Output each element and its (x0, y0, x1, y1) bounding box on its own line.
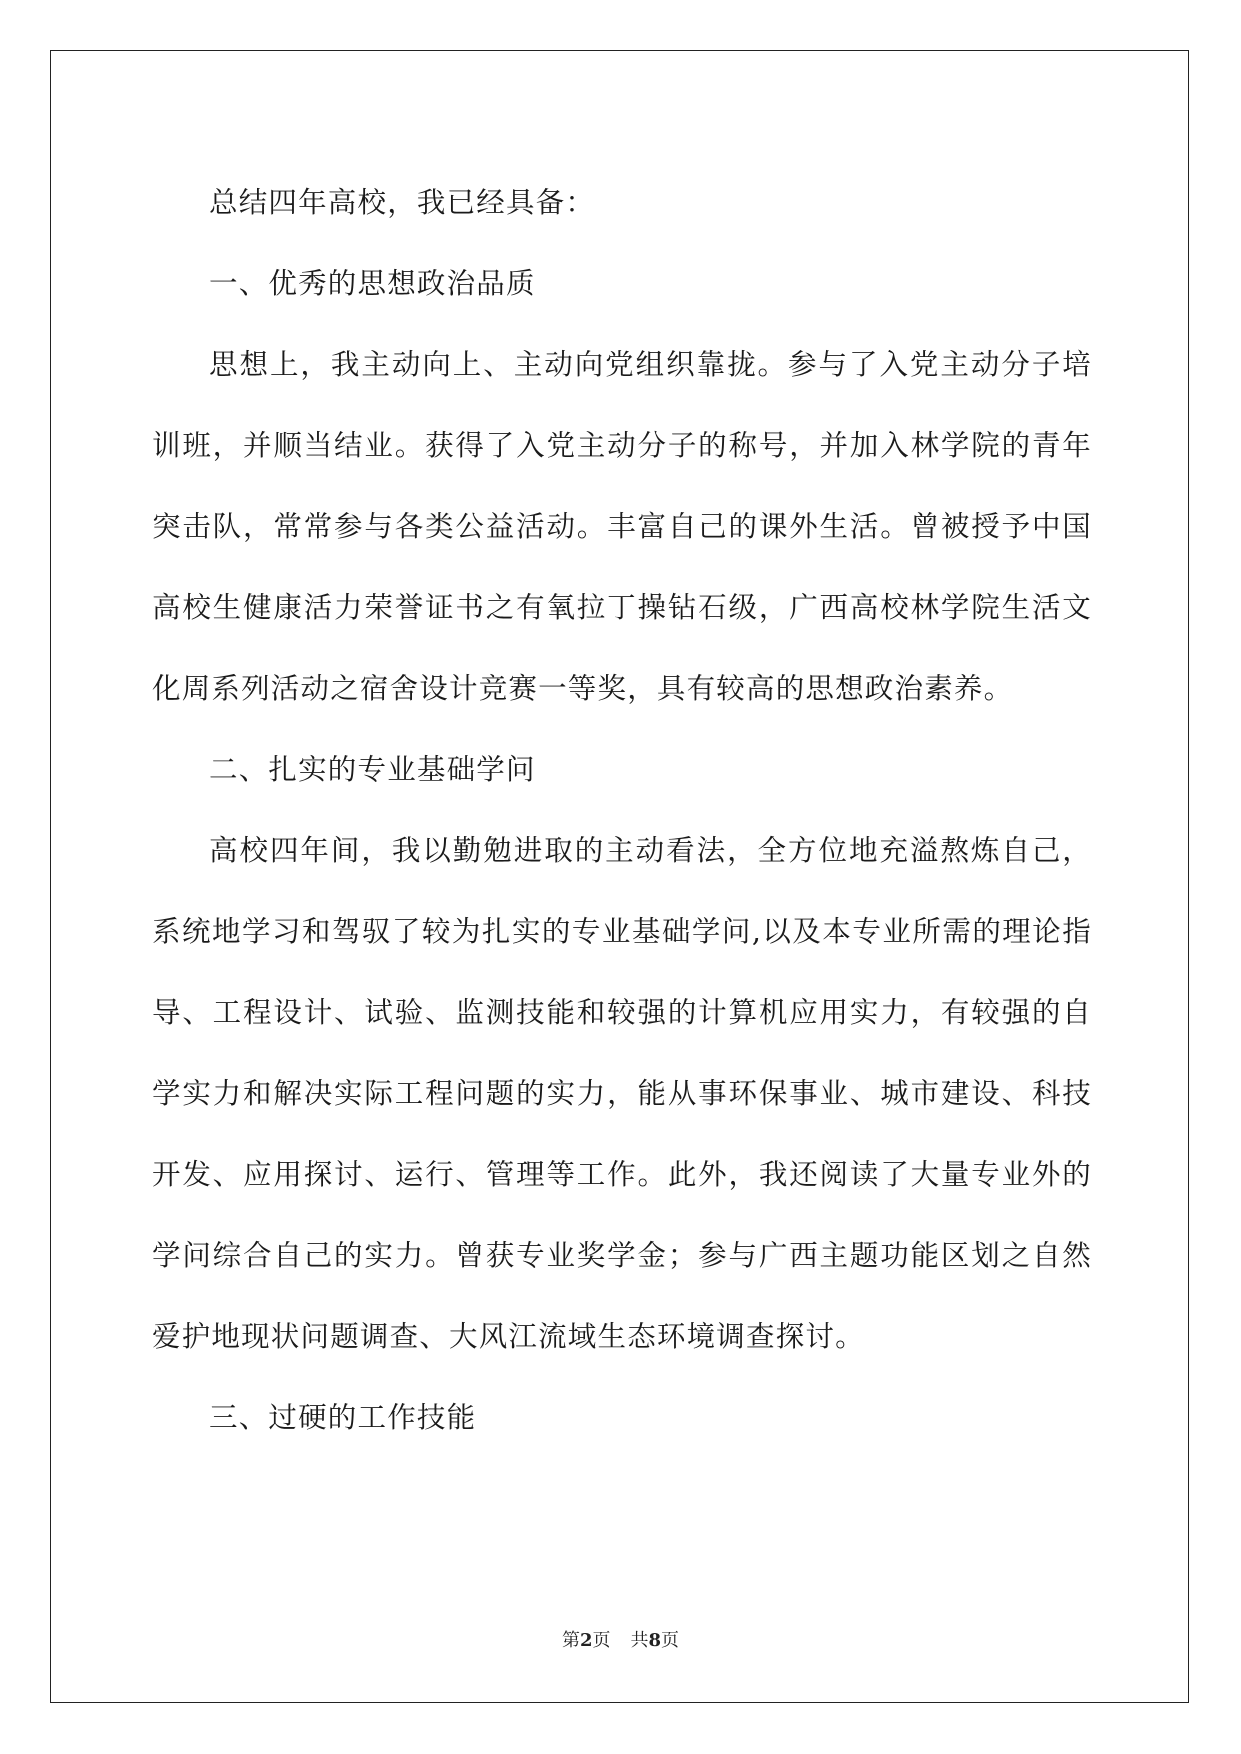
page-number-suffix: 页 (592, 1630, 611, 1651)
page-total-prefix: 共 (630, 1630, 649, 1651)
section-1-paragraph: 思想上，我主动向上、主动向党组织靠拢。参与了入党主动分子培训班，并顺当结业。获得了入党主动分子的称号，并加入林学院的青年突击队，常常参与各类公益活动。丰富自己的课外生活。曾被授予中国高校生健康活力荣誉证书之有氧拉丁操钻石级，广西高校林学院生活文化周系列活动之宿舍设计竞赛一等奖，具有较高的思想政治素养。 (152, 348, 1092, 705)
section-heading-1: 一、优秀的思想政治品质 (209, 267, 536, 300)
intro-paragraph: 总结四年高校，我已经具备： (209, 186, 596, 219)
page-number-total: 8 (648, 1630, 662, 1651)
document-body (152, 162, 1092, 1458)
page-number-prefix: 第 (561, 1630, 580, 1651)
section-heading-3: 三、过硬的工作技能 (209, 1401, 477, 1434)
section-2-paragraph: 高校四年间，我以勤勉进取的主动看法，全方位地充溢熬炼自己，系统地学习和驾驭了较为扎实的专业基础学问,以及本专业所需的理论指导、工程设计、试验、监测技能和较强的计算机应用实力，有较强的自学实力和解决实际工程问题的实力，能从事环保事业、城市建设、科技开发、应用探讨、运行、管理等工作。此外，我还阅读了大量专业外的学问综合自己的实力。曾获专业奖学金；参与广西主题功能区划之自然爱护地现状问题调查、大风江流域生态环境调查探讨。 (152, 834, 1092, 1353)
page-total-suffix: 页 (661, 1630, 680, 1651)
page-footer (0, 1626, 1241, 1652)
page-number-current: 2 (579, 1630, 593, 1651)
section-heading-2: 二、扎实的专业基础学问 (209, 753, 536, 786)
